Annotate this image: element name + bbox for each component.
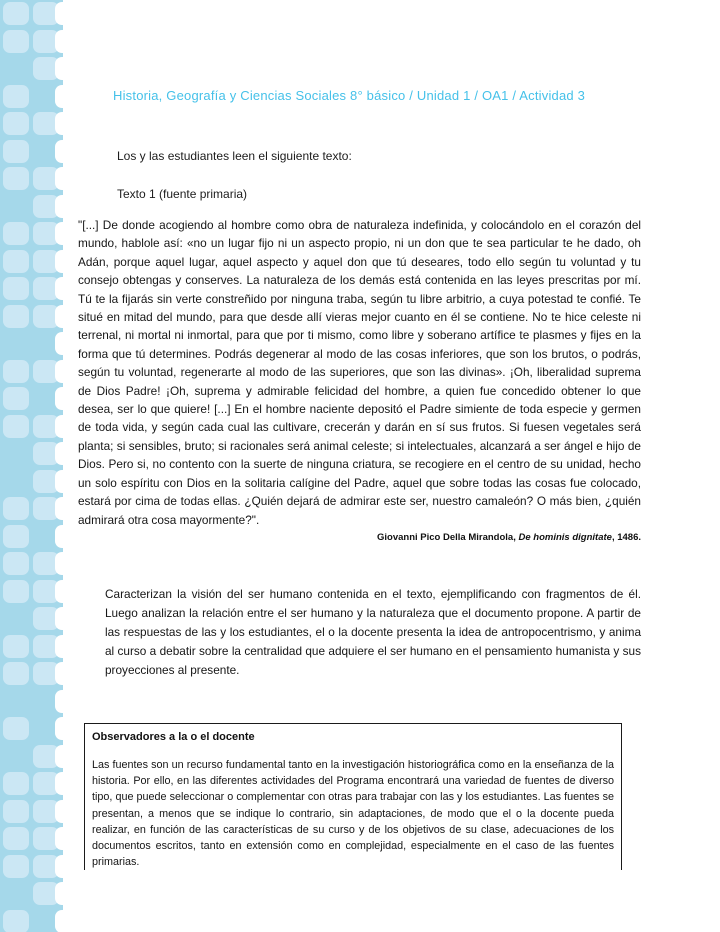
pattern-square bbox=[55, 855, 81, 878]
pattern-square bbox=[3, 827, 29, 850]
pattern-square bbox=[3, 662, 29, 685]
pattern-square bbox=[55, 910, 81, 932]
pattern-square bbox=[55, 580, 81, 603]
attribution-author: Giovanni Pico Della Mirandola, bbox=[377, 531, 519, 543]
breadcrumb: Historia, Geografía y Ciencias Sociales 8° básico / Unidad 1 / OA1 / Actividad 3 bbox=[113, 88, 586, 103]
pattern-square bbox=[3, 497, 29, 520]
pattern-square bbox=[3, 360, 29, 383]
source-attribution bbox=[78, 532, 641, 543]
pattern-square bbox=[3, 140, 29, 163]
pattern-square bbox=[55, 552, 81, 575]
primary-source-block bbox=[78, 216, 641, 543]
pattern-square bbox=[3, 415, 29, 438]
pattern-square bbox=[55, 112, 81, 135]
pattern-square bbox=[55, 140, 81, 163]
pattern-square bbox=[55, 85, 81, 108]
pattern-square bbox=[3, 387, 29, 410]
pattern-square bbox=[3, 85, 29, 108]
instruction-text: Los y las estudiantes leen el siguiente texto: bbox=[117, 149, 352, 163]
teacher-note-title: Observadores a la o el docente bbox=[92, 731, 255, 743]
pattern-square bbox=[55, 800, 81, 823]
pattern-square bbox=[3, 167, 29, 190]
pattern-square bbox=[3, 277, 29, 300]
pattern-square bbox=[55, 717, 81, 740]
pattern-square bbox=[55, 745, 81, 768]
pattern-square bbox=[3, 772, 29, 795]
pattern-square bbox=[3, 305, 29, 328]
pattern-square bbox=[55, 167, 81, 190]
pattern-square bbox=[55, 882, 81, 905]
attribution-work-title: De hominis dignitate bbox=[518, 531, 612, 543]
pattern-square bbox=[3, 910, 29, 932]
pattern-square bbox=[3, 525, 29, 548]
pattern-square bbox=[3, 222, 29, 245]
pattern-square bbox=[3, 580, 29, 603]
pattern-square bbox=[3, 552, 29, 575]
pattern-square bbox=[3, 2, 29, 25]
pattern-square bbox=[3, 635, 29, 658]
attribution-year: , 1486. bbox=[611, 531, 641, 543]
pattern-square bbox=[55, 662, 81, 685]
teacher-note-box bbox=[84, 723, 622, 870]
pattern-square bbox=[55, 57, 81, 80]
pattern-square bbox=[3, 855, 29, 878]
pattern-square bbox=[55, 195, 81, 218]
pattern-square bbox=[3, 250, 29, 273]
pattern-square bbox=[55, 2, 81, 25]
pattern-square bbox=[55, 690, 81, 713]
pattern-square bbox=[55, 30, 81, 53]
text-source-label: Texto 1 (fuente primaria) bbox=[117, 187, 248, 201]
pattern-square bbox=[3, 30, 29, 53]
pattern-square bbox=[55, 607, 81, 630]
pattern-square bbox=[55, 827, 81, 850]
activity-description: Caracterizan la visión del ser humano contenida en el texto, ejemplificando con fragmentos de él. Luego analizan la relación entre el ser humano y la naturaleza que el documento propone. A partir de las respuestas de las y los estudiantes, el o la docente presenta la idea de antropocentrismo, y anima al curso a debatir sobre la centralidad que adquiere el ser humano en el pensamiento humanista y sus proyecciones al presente. bbox=[105, 587, 641, 677]
pattern-square bbox=[55, 635, 81, 658]
decorative-border-pattern bbox=[0, 0, 63, 932]
primary-source-quote: "[...] De donde acogiendo al hombre como obra de naturaleza indefinida, y colocándolo en el corazón del mundo, hablole así: «no un lugar fijo ni un aspecto propio, ni un don que te sea particular te he dado, oh Adán, porque aquel lugar, aquel aspecto y aquel don que tú deseares, todo ello según tu voluntad y tu consejo obtengas y conserves. La naturaleza de los demás está contenida en las leyes prescritas por mí. Tú te la fijarás sin verte constreñido por ninguna traba, según tu libre arbitrio, a cuya potestad te confié. Te situé en mitad del mundo, para que desde allí vieras mejor cuanto en él se contiene. No te hice celeste ni terrenal, ni mortal ni inmortal, para que por ti mismo, como libre y soberano artífice te plasmes y fijes en la forma que tú determines. Podrás degenerar al modo de las cosas inferiores, que son los brutos, o podrás, según tu voluntad, regenerarte al modo de las superiores, que son las divinas». ¡Oh, liberalidad suprema de Dios Padre! ¡Oh, suprema y admirable felicidad del hombre, a quien fue concedido obtener lo que desea, ser lo que quiere! [...] En el hombre naciente depositó el Padre simiente de toda especie y germen de toda vida, y según cada cual las cultivare, crecerán y darán en sí sus frutos. Si fuesen vegetales será planta; si sensibles, bruto; si racionales será animal celeste; si intelectuales, alcanzará a ser ángel e hijo de Dios. Pero si, no contento con la suerte de ninguna criatura, se recogiere en el centro de su unidad, hecho un solo espíritu con Dios en la solitaria calígine del Padre, aquel que sobre todas las cosas fue colocado, estará por cima de todas ellas. ¿Quién dejará de admirar este ser, nuestro camaleón? O más bien, ¿quién admirará otra cosa mayormente?". bbox=[78, 218, 641, 527]
pattern-square bbox=[3, 112, 29, 135]
pattern-square bbox=[55, 772, 81, 795]
pattern-square bbox=[3, 800, 29, 823]
teacher-note-body: Las fuentes son un recurso fundamental tanto en la investigación historiográfica como en la enseñanza de la historia. Por ello, en las diferentes actividades del Programa encontrará una variedad de fuentes de diverso tipo, que puede seleccionar o complementar con otras para trabajar con las y los estudiantes. Las fuentes se presentan, a menos que se indique lo contrario, sin adaptaciones, de modo que el o la docente pueda realizar, en función de las características de su curso y de los objetivos de su clase, adecuaciones de los documentos escritos, tanto en extensión como en complejidad, especialmente en el caso de las fuentes primarias. bbox=[92, 759, 614, 869]
pattern-square bbox=[3, 717, 29, 740]
